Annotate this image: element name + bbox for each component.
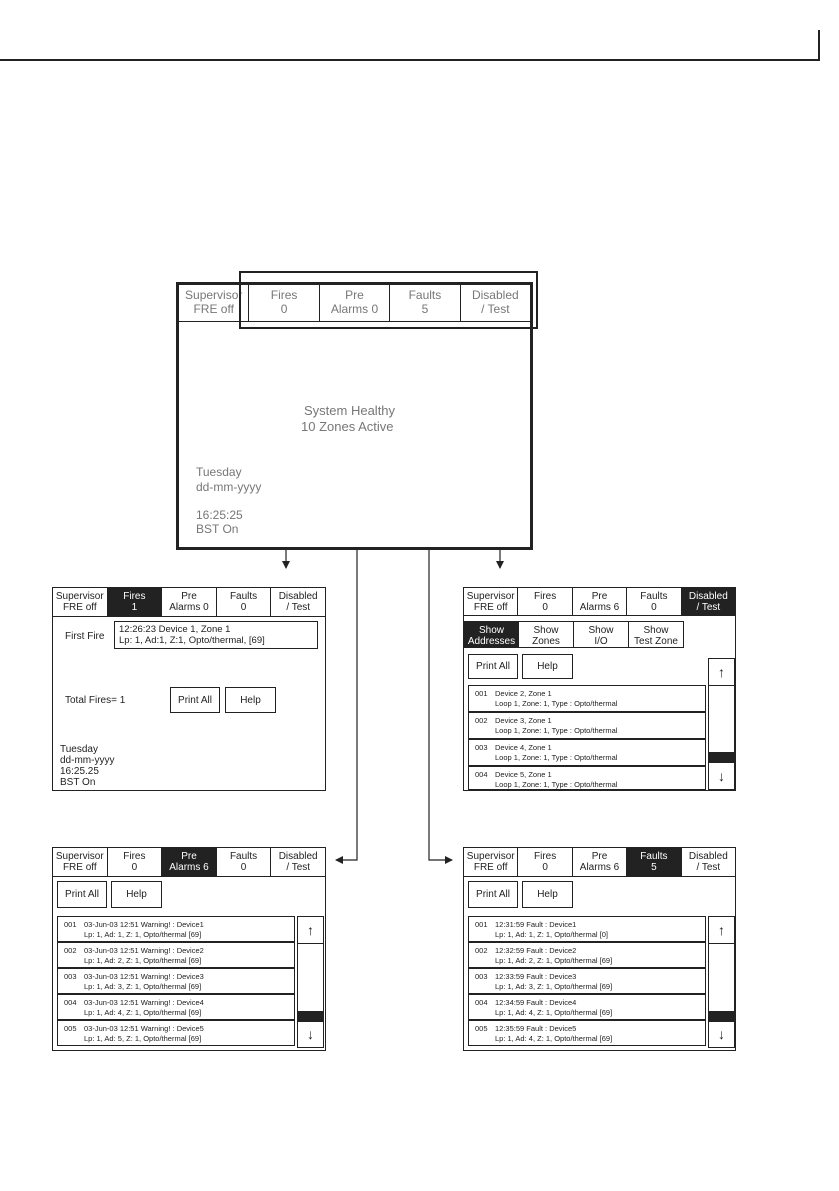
- disabled-subtabs: [464, 621, 683, 648]
- list-item[interactable]: 003 Device 4, Zone 1 Loop 1, Zone: 1, Type : Opto/thermal: [468, 739, 706, 766]
- system-status-line1: System Healthy: [304, 403, 396, 418]
- tab-disabled-test[interactable]: Disabled / Test: [688, 851, 728, 873]
- tab-supervisor[interactable]: Supervisor FRE off: [464, 588, 518, 616]
- scrollbar[interactable]: [708, 658, 735, 790]
- main-time: 16:25:25: [196, 508, 243, 522]
- tab-fires[interactable]: Fires 0: [518, 848, 572, 876]
- subtab-show-io[interactable]: Show I/O: [573, 621, 629, 648]
- scroll-down-icon[interactable]: ↓: [298, 1020, 323, 1047]
- list-item[interactable]: 004 Device 5, Zone 1 Loop 1, Zone: 1, Type : Opto/thermal: [468, 766, 706, 790]
- scroll-up-icon[interactable]: ↑: [298, 917, 323, 944]
- tab-faults[interactable]: Faults 0: [627, 588, 681, 616]
- pre-alarms-screen: [52, 847, 326, 1051]
- list-item[interactable]: 003 12:33:59 Fault : Device3 Lp: 1, Ad: 3, Z: 1, Opto/thermal [69]: [468, 968, 706, 994]
- tab-pre-alarms[interactable]: Pre Alarms 0: [320, 285, 390, 321]
- list-item[interactable]: 002 03-Jun-03 12:51 Warning! : Device2 Lp: 1, Ad: 2, Z: 1, Opto/thermal [69]: [57, 942, 295, 968]
- tab-disabled-test[interactable]: Disabled / Test: [278, 851, 318, 873]
- help-button[interactable]: Help: [522, 654, 573, 679]
- list-item[interactable]: 001 03-Jun-03 12:51 Warning! : Device1 Lp: 1, Ad: 1, Z: 1, Opto/thermal [69]: [57, 916, 295, 942]
- first-fire-box[interactable]: [114, 621, 318, 649]
- fires-date: dd-mm-yyyy: [60, 755, 115, 766]
- disabled-test-screen: [463, 587, 736, 791]
- print-all-button[interactable]: Print All: [57, 881, 107, 908]
- subtab-show-test-zone[interactable]: Show Test Zone: [628, 621, 684, 648]
- list-item[interactable]: 003 03-Jun-03 12:51 Warning! : Device3 Lp: 1, Ad: 3, Z: 1, Opto/thermal [69]: [57, 968, 295, 994]
- tab-pre-alarms[interactable]: Pre Alarms 6: [573, 848, 627, 876]
- tab-highlight-box: [239, 271, 538, 329]
- tab-fires[interactable]: Fires 0: [108, 848, 163, 876]
- tab-supervisor[interactable]: Supervisor FRE off: [179, 285, 249, 321]
- fires-time: 16:25.25: [60, 766, 99, 777]
- print-all-button[interactable]: Print All: [468, 881, 518, 908]
- tab-faults[interactable]: Faults 5: [627, 848, 681, 876]
- fires-tab-bar: [53, 588, 325, 617]
- subtab-show-addresses[interactable]: Show Addresses: [464, 621, 519, 648]
- tab-supervisor[interactable]: Supervisor FRE off: [464, 848, 518, 876]
- list-item[interactable]: 004 03-Jun-03 12:51 Warning! : Device4 Lp: 1, Ad: 4, Z: 1, Opto/thermal [69]: [57, 994, 295, 1020]
- scroll-up-icon[interactable]: ↑: [709, 917, 734, 944]
- print-all-button[interactable]: Print All: [170, 687, 220, 713]
- main-day: Tuesday: [196, 465, 242, 479]
- tab-supervisor[interactable]: Supervisor FRE off: [53, 848, 108, 876]
- tab-disabled-test[interactable]: Disabled / Test: [471, 288, 519, 316]
- tab-pre-alarms[interactable]: Pre Alarms 6: [162, 848, 217, 876]
- scroll-down-icon[interactable]: ↓: [709, 762, 734, 789]
- scrollbar[interactable]: [708, 916, 735, 1048]
- tab-fires[interactable]: Fires 0: [518, 588, 572, 616]
- main-bst: BST On: [196, 522, 239, 536]
- tab-disabled-test[interactable]: Disabled / Test: [278, 591, 318, 613]
- scroll-down-icon[interactable]: ↓: [709, 1020, 734, 1047]
- tab-fires[interactable]: Fires 1: [108, 588, 163, 616]
- first-fire-label: First Fire: [65, 631, 105, 642]
- tab-pre-alarms[interactable]: Pre Alarms 6: [573, 588, 627, 616]
- faults-tab-bar: [464, 848, 735, 877]
- list-item[interactable]: 001 12:31:59 Fault : Device1 Lp: 1, Ad: 1, Z: 1, Opto/thermal [0]: [468, 916, 706, 942]
- help-button[interactable]: Help: [225, 687, 276, 713]
- print-all-button[interactable]: Print All: [468, 654, 518, 679]
- scroll-up-icon[interactable]: ↑: [709, 659, 734, 686]
- fires-day: Tuesday: [60, 744, 98, 755]
- scrollbar[interactable]: [297, 916, 324, 1048]
- tab-fires[interactable]: Fires 0: [249, 285, 319, 321]
- tab-pre-alarms[interactable]: Pre Alarms 0: [162, 588, 217, 616]
- disabled-tab-bar: [464, 588, 735, 616]
- list-item[interactable]: 005 03-Jun-03 12:51 Warning! : Device5 Lp: 1, Ad: 5, Z: 1, Opto/thermal [69]: [57, 1020, 295, 1046]
- main-date: dd-mm-yyyy: [196, 480, 262, 494]
- system-status-line2: 10 Zones Active: [301, 419, 394, 434]
- list-item[interactable]: 004 12:34:59 Fault : Device4 Lp: 1, Ad: 4, Z: 1, Opto/thermal [69]: [468, 994, 706, 1020]
- list-item[interactable]: 001 Device 2, Zone 1 Loop 1, Zone: 1, Type : Opto/thermal: [468, 685, 706, 712]
- tab-faults[interactable]: Faults 5: [390, 285, 460, 321]
- first-fire-line1: 12:26:23 Device 1, Zone 1: [119, 624, 231, 635]
- list-item[interactable]: 002 12:32:59 Fault : Device2 Lp: 1, Ad: 2, Z: 1, Opto/thermal [69]: [468, 942, 706, 968]
- tab-supervisor[interactable]: Supervisor FRE off: [53, 588, 108, 616]
- subtab-show-zones[interactable]: Show Zones: [518, 621, 574, 648]
- prealarm-tab-bar: [53, 848, 325, 877]
- total-fires: Total Fires= 1: [65, 695, 126, 706]
- first-fire-line2: Lp: 1, Ad:1, Z:1, Opto/thermal, [69]: [119, 635, 265, 646]
- tab-faults[interactable]: Faults 0: [217, 588, 272, 616]
- list-item[interactable]: 002 Device 3, Zone 1 Loop 1, Zone: 1, Type : Opto/thermal: [468, 712, 706, 739]
- list-item[interactable]: 005 12:35:59 Fault : Device5 Lp: 1, Ad: 4, Z: 1, Opto/thermal [69]: [468, 1020, 706, 1046]
- help-button[interactable]: Help: [522, 881, 573, 908]
- tab-faults[interactable]: Faults 0: [217, 848, 272, 876]
- help-button[interactable]: Help: [111, 881, 162, 908]
- fires-bst: BST On: [60, 777, 96, 788]
- faults-screen: [463, 847, 736, 1051]
- tab-disabled-test[interactable]: Disabled / Test: [682, 588, 735, 616]
- fires-screen: [52, 587, 326, 791]
